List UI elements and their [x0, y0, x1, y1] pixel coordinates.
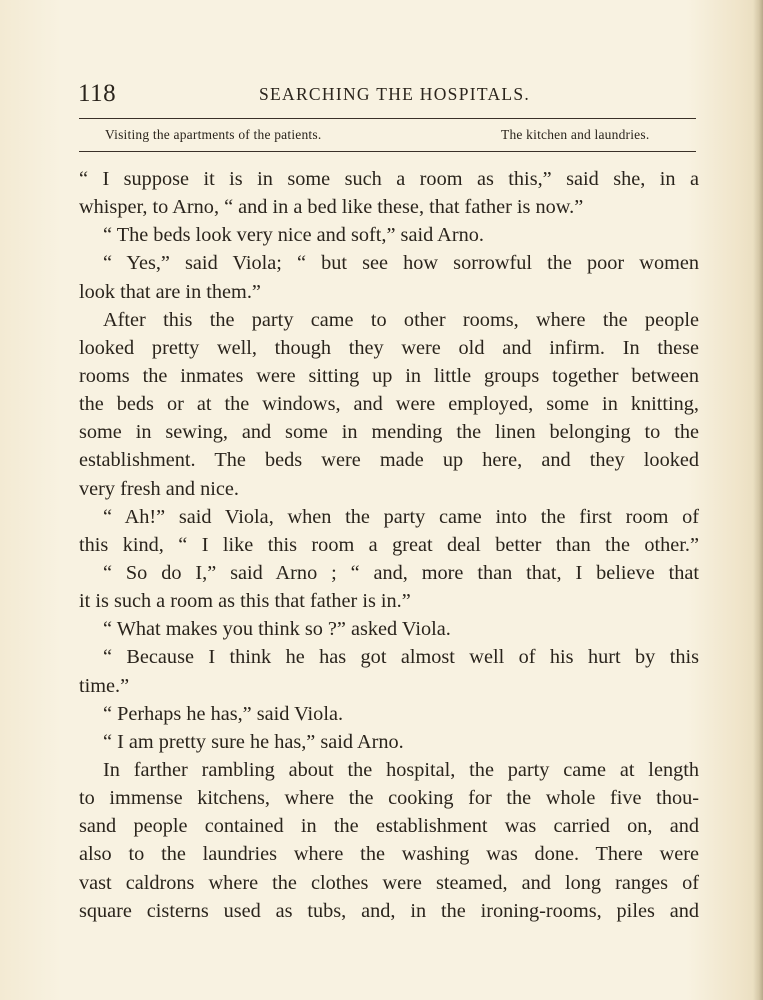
text-line: “ Perhaps he has,” said Viola.	[103, 702, 344, 725]
text-line: the beds or at the windows, and were employed, some in knitting,	[79, 393, 699, 416]
text-line: After this the party came to other rooms, where the people	[103, 308, 699, 331]
text-line: vast caldrons where the clothes were steamed, and long ranges of	[79, 871, 699, 894]
page-edge-shadow	[753, 0, 763, 1000]
text-line: this kind, “ I like this room a great deal better than the other.”	[79, 533, 699, 556]
text-line: time.”	[79, 674, 130, 697]
text-line: very fresh and nice.	[79, 477, 239, 500]
text-line: some in sewing, and some in mending the linen belonging to the	[79, 421, 699, 444]
text-line: “ So do I,” said Arno ; “ and, more than that, I believe that	[103, 561, 699, 584]
text-line: “ Because I think he has got almost well of his hurt by this	[103, 646, 699, 669]
running-head	[78, 80, 698, 110]
text-line: also to the laundries where the washing was done. There were	[79, 843, 699, 866]
running-title: SEARCHING THE HOSPITALS.	[259, 84, 531, 104]
text-line: looked pretty well, though they were old and infirm. In these	[79, 336, 699, 359]
side-note-right: The kitchen and laundries.	[501, 127, 650, 142]
text-line: “ I am pretty sure he has,” said Arno.	[103, 730, 404, 753]
header-rule-top	[79, 118, 696, 119]
side-note-left: Visiting the apartments of the patients.	[105, 127, 322, 142]
text-line: “ I suppose it is in some such a room as this,” said she, in a	[79, 168, 699, 190]
page-number: 118	[78, 80, 117, 107]
text-line: to immense kitchens, where the cooking for the whole five thou-	[79, 787, 699, 810]
text-line: “ What makes you think so ?” asked Viola.	[103, 618, 451, 641]
body-text	[79, 165, 699, 925]
text-line: “ Ah!” said Viola, when the party came into the first room of	[103, 505, 699, 528]
text-line: square cisterns used as tubs, and, in the ironing-rooms, piles and	[79, 899, 699, 922]
header-rule-bottom	[79, 151, 696, 152]
text-line: look that are in them.”	[79, 280, 261, 303]
text-line: “ The beds look very nice and soft,” said Arno.	[103, 224, 484, 247]
text-line: rooms the inmates were sitting up in little groups together between	[79, 364, 699, 387]
text-line: In farther rambling about the hospital, the party came at length	[103, 758, 699, 781]
text-line: whisper, to Arno, “ and in a bed like these, that father is now.”	[79, 196, 584, 219]
text-line: establishment. The beds were made up here, and they looked	[79, 449, 699, 472]
text-line: sand people contained in the establishment was carried on, and	[79, 815, 699, 838]
text-line: “ Yes,” said Viola; “ but see how sorrowful the poor women	[103, 252, 699, 275]
text-line: it is such a room as this that father is in.”	[79, 590, 411, 613]
